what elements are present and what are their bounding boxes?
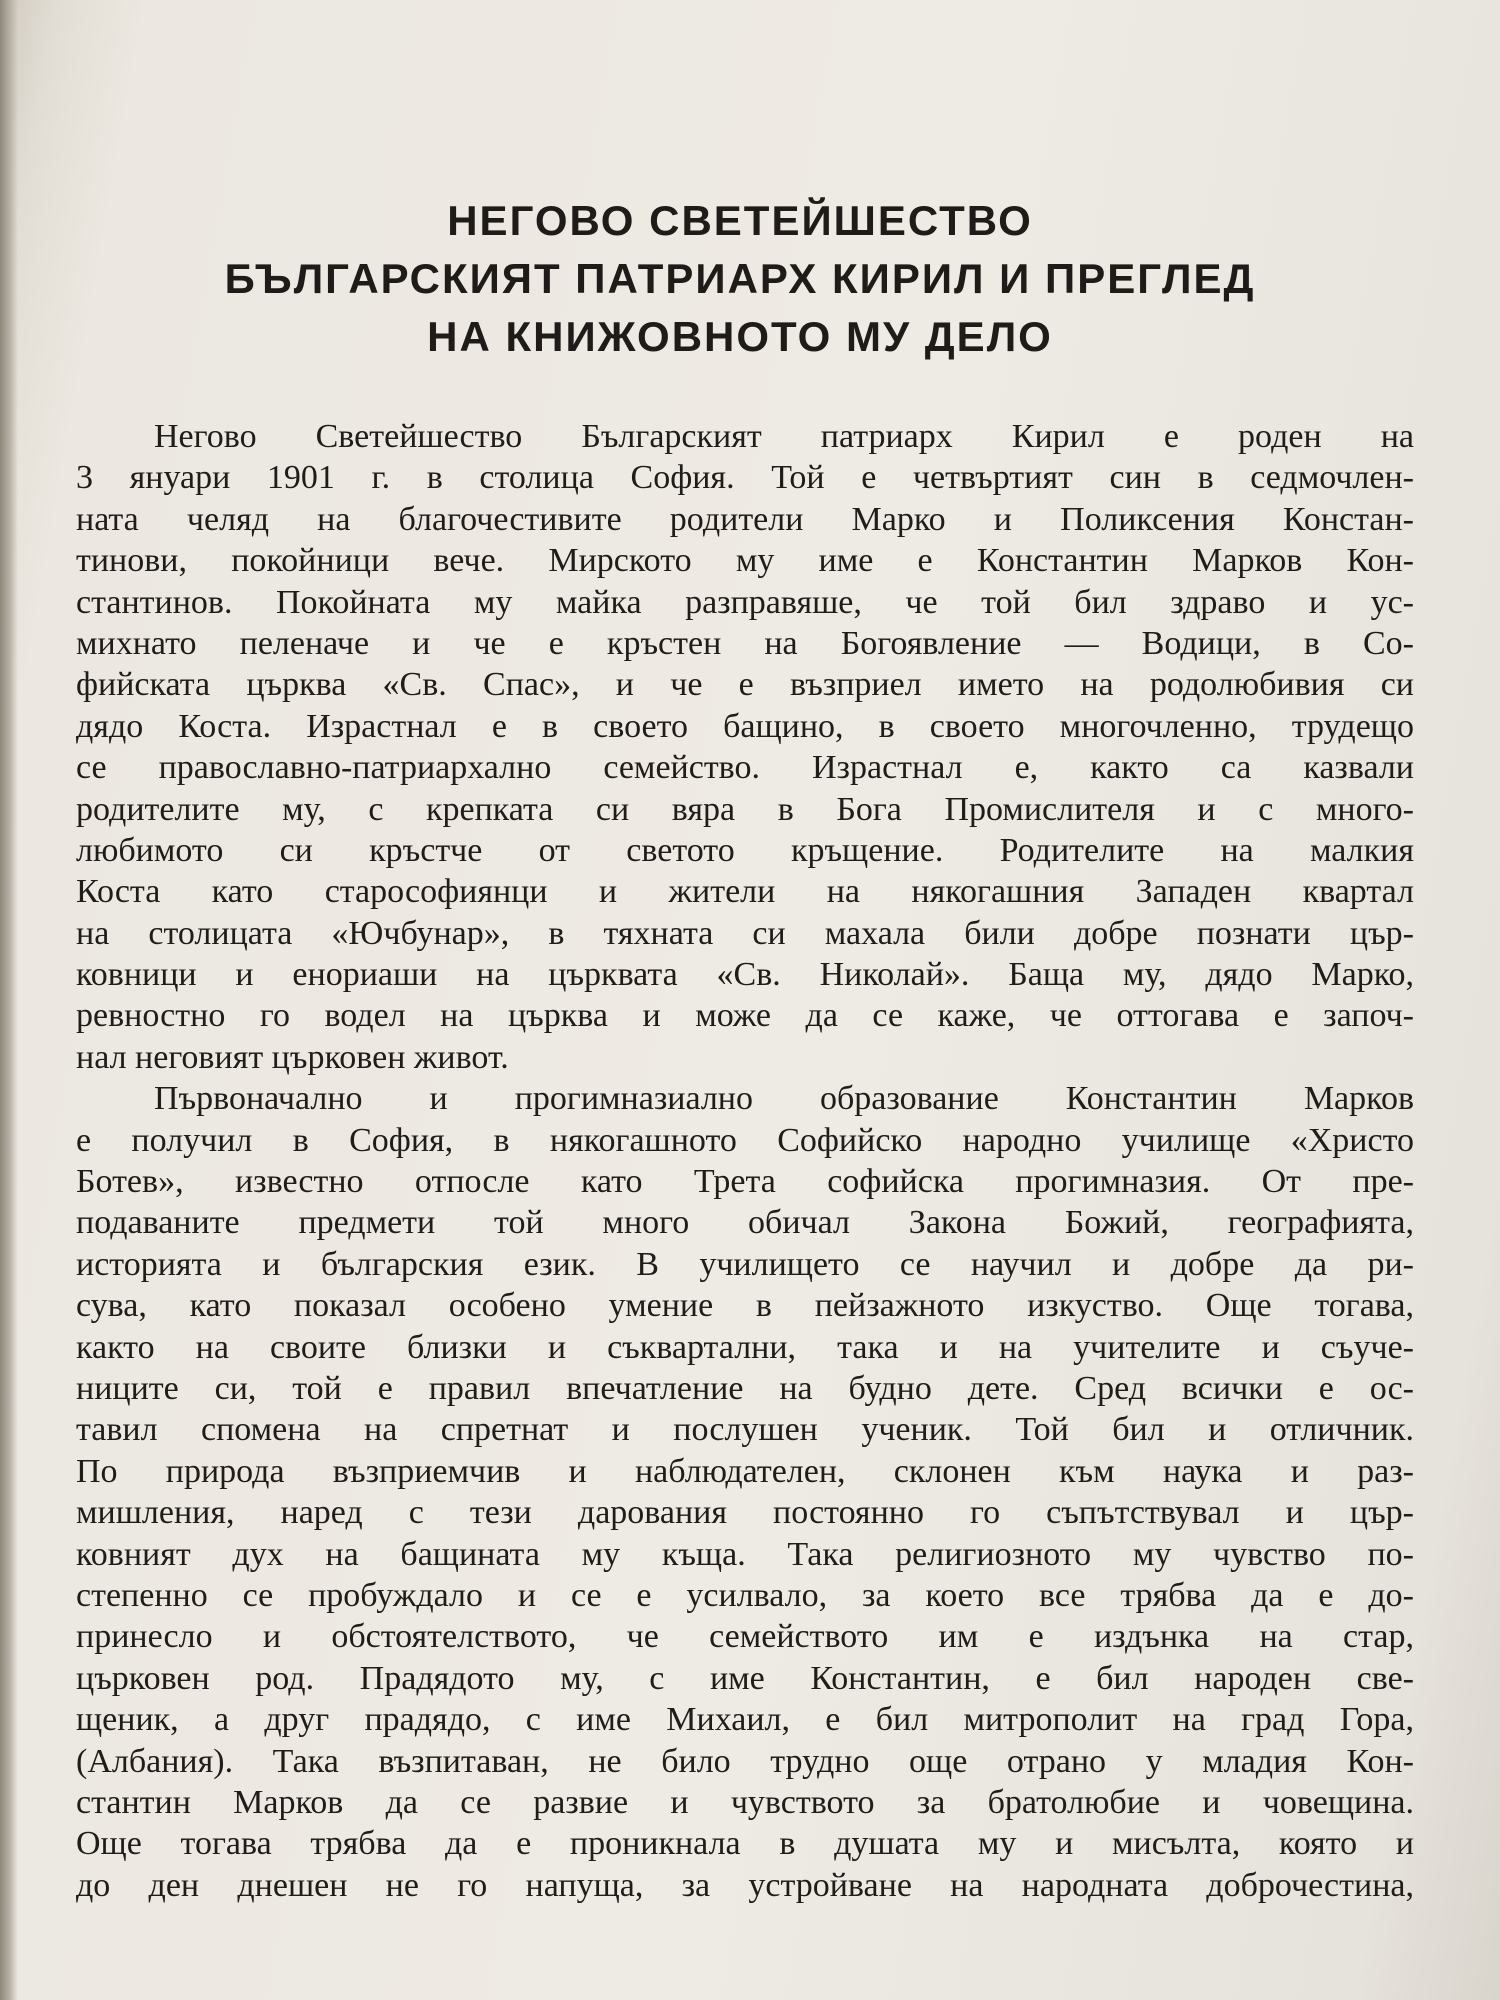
text-line: до ден днешен не го напуща, за устройване на народната доброчестина, bbox=[76, 1866, 1414, 1904]
text-line: нал неговият църковен живот. bbox=[76, 1038, 509, 1076]
text-line: По природа възприемчив и наблюдателен, склонен към наука и раз- bbox=[76, 1452, 1414, 1490]
title-line: НА КНИЖОВНОТО МУ ДЕЛО bbox=[427, 313, 1053, 360]
text-line: мишления, наред с тези дарования постоянно го съпътствувал и цър- bbox=[76, 1494, 1414, 1532]
text-line: историята и българския език. В училището се научил и добре да ри- bbox=[76, 1245, 1414, 1283]
text-line: както на своите близки и съквартални, така и на учителите и съуче- bbox=[76, 1328, 1414, 1366]
text-line: ната челяд на благочестивите родители Марко и Поликсения Констан- bbox=[76, 500, 1414, 538]
text-line: дядо Коста. Израстнал е в своето бащино, в своето многочленно, трудещо bbox=[76, 707, 1414, 745]
text-line: стантин Марков да се развие и чувството за братолюбие и човещина. bbox=[76, 1783, 1414, 1821]
text-line: щеник, а друг прадядо, с име Михаил, е бил митрополит на град Гора, bbox=[76, 1701, 1414, 1739]
text-line: принесло и обстоятелството, че семейството им е издънка на стар, bbox=[76, 1618, 1414, 1656]
text-line: 3 януари 1901 г. в столица София. Той е четвъртият син в седмочлен- bbox=[76, 459, 1414, 497]
text-line: ковници и енориаши на църквата «Св. Николай». Баща му, дядо Марко, bbox=[76, 956, 1414, 994]
text-line: стантинов. Покойната му майка разправяше, че той бил здраво и ус- bbox=[76, 583, 1414, 621]
text-line: е получил в София, в някогашното Софийско народно училище «Христо bbox=[76, 1121, 1414, 1159]
text-line: сува, като показал особено умение в пейзажното изкуство. Още тогава, bbox=[76, 1287, 1414, 1325]
text-line: ревностно го водел на църква и може да се каже, че оттогава е започ- bbox=[76, 997, 1414, 1035]
text-line: Първоначално и прогимназиално образование Константин Марков bbox=[154, 1080, 1414, 1118]
text-line: Коста като старософиянци и жители на някогашния Западен квартал bbox=[76, 873, 1414, 911]
text-line: тинови, покойници вече. Мирското му име е Константин Марков Кон- bbox=[76, 542, 1414, 580]
title-line: НЕГОВО СВЕТЕЙШЕСТВО bbox=[447, 197, 1033, 244]
text-line: на столицата «Ючбунар», в тяхната си махала били добре познати цър- bbox=[76, 914, 1414, 952]
text-line: (Албания). Така възпитаван, не било трудно още отрано у младия Кон- bbox=[76, 1742, 1414, 1780]
text-line: любимото си кръстче от светото кръщение. Родителите на малкия bbox=[76, 831, 1414, 869]
chapter-title bbox=[120, 192, 1360, 366]
text-line: Още тогава трябва да е проникнала в душата му и мисълта, която и bbox=[76, 1825, 1414, 1863]
text-line: родителите му, с крепката си вяра в Бога Промислителя и с много- bbox=[76, 790, 1414, 828]
text-line: Ботев», известно отпосле като Трета софийска прогимназия. От пре- bbox=[76, 1163, 1414, 1201]
text-line: тавил спомена на спретнат и послушен ученик. Той бил и отличник. bbox=[76, 1411, 1414, 1449]
text-line: михнато пеленаче и че е кръстен на Богоявление — Водици, в Со- bbox=[76, 624, 1414, 662]
text-line: църковен род. Прадядото му, с име Константин, е бил народен све- bbox=[76, 1659, 1414, 1697]
text-line: степенно се пробуждало и се е усилвало, за което все трябва да е до- bbox=[76, 1576, 1414, 1614]
title-line: БЪЛГАРСКИЯТ ПАТРИАРХ КИРИЛ И ПРЕГЛЕД bbox=[224, 255, 1256, 302]
text-line: Негово Светейшество Българският патриарх Кирил е роден на bbox=[154, 418, 1414, 455]
body-text bbox=[76, 416, 1414, 1906]
text-line: се православно-патриархално семейство. Израстнал е, както са казвали bbox=[76, 749, 1414, 787]
text-line: фийската църква «Св. Спас», и че е възприел името на родолюбивия си bbox=[76, 666, 1414, 704]
page-binding-shadow bbox=[0, 0, 18, 2000]
text-line: подаваните предмети той много обичал Закона Божий, географията, bbox=[76, 1204, 1414, 1242]
text-line: ковният дух на бащината му къща. Така религиозното му чувство по- bbox=[76, 1535, 1414, 1573]
text-line: ниците си, той е правил впечатление на будно дете. Сред всички е ос- bbox=[76, 1369, 1414, 1407]
